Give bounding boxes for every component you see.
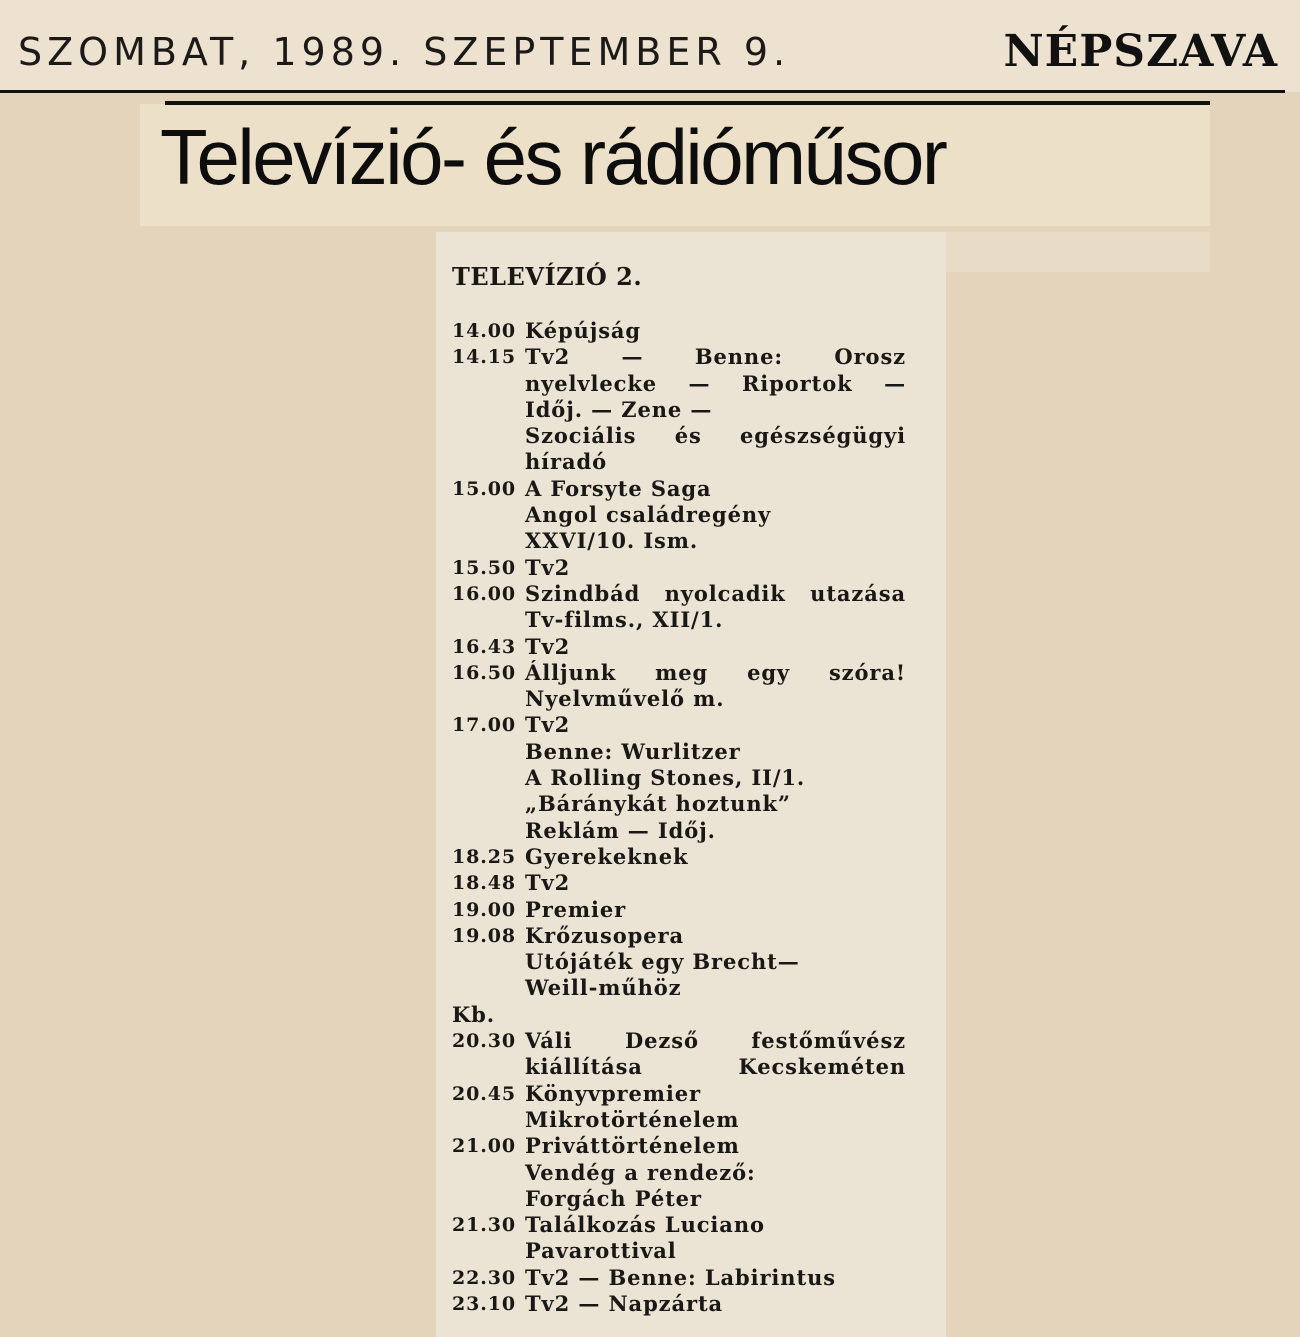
programme-entry <box>452 1028 944 1081</box>
programme-time: 22.30 <box>452 1266 516 1289</box>
programme-line: Premier <box>525 896 627 922</box>
programme-entry <box>452 318 944 344</box>
programme-entry <box>452 1212 944 1265</box>
programme-line: Angol családregény <box>525 502 772 528</box>
programme-time: 18.25 <box>452 845 516 868</box>
programme-line: Tv2 <box>525 633 571 659</box>
programme-line: Találkozás Luciano <box>525 1212 765 1238</box>
programme-time: 15.50 <box>452 556 516 579</box>
programme-time: 14.00 <box>452 320 516 342</box>
programme-time: 20.30 <box>452 1030 516 1053</box>
programme-time: 19.00 <box>452 898 516 921</box>
programme-line: Krőzusopera <box>525 922 684 948</box>
title-rule <box>165 101 1210 105</box>
programme-entry <box>452 581 944 634</box>
programme-line: Tv2 — Benne: Orosz <box>525 344 906 370</box>
programme-list <box>452 318 944 1317</box>
programme-time: 14.15 <box>452 346 516 369</box>
programme-line: Mikrotörténelem <box>525 1106 740 1132</box>
programme-time: 15.00 <box>452 477 516 500</box>
programme-line: Benne: Wurlitzer <box>525 738 741 764</box>
programme-time: 21.30 <box>452 1214 516 1237</box>
programme-entry <box>452 660 944 713</box>
programme-line: Álljunk meg egy szóra! <box>525 659 906 685</box>
programme-line: Weill-műhöz <box>525 975 682 1001</box>
page-title: Televízió- és rádióműsor <box>160 113 946 201</box>
programme-time: 21.00 <box>452 1135 516 1158</box>
programme-line: Tv-films., XII/1. <box>525 607 724 633</box>
programme-entry <box>452 844 944 870</box>
programme-line: Tv2 <box>525 712 571 738</box>
programme-entry <box>452 870 944 896</box>
programme-line: Reklám — Időj. <box>525 817 716 843</box>
programme-entry <box>452 555 944 581</box>
programme-line: Gyerekeknek <box>525 843 689 869</box>
channel-heading: TELEVÍZIÓ 2. <box>452 262 643 291</box>
programme-line: Nyelvművelő m. <box>525 686 725 712</box>
programme-line: Időj. — Zene — <box>525 396 713 422</box>
programme-line: Priváttörténelem <box>525 1133 740 1159</box>
programme-line: A Forsyte Saga <box>525 475 712 501</box>
masthead-rule <box>0 90 1285 93</box>
programme-line: Tv2 <box>525 870 571 896</box>
programme-time: 16.43 <box>452 635 516 658</box>
programme-line: Utójáték egy Brecht— <box>525 949 800 975</box>
programme-line: A Rolling Stones, II/1. <box>525 765 806 791</box>
programme-entry <box>452 1133 944 1212</box>
programme-entry <box>452 344 944 475</box>
programme-entry <box>452 923 944 1002</box>
programme-line: Tv2 — Napzárta <box>525 1290 724 1316</box>
programme-line: „Báránykát hoztunk” <box>525 791 791 817</box>
programme-line: Szociális és egészségügyi <box>525 423 906 449</box>
programme-line: Kb. <box>452 1001 495 1027</box>
programme-line: nyelvlecke — Riportok — <box>525 370 906 396</box>
newspaper-name: NÉPSZAVA <box>1003 26 1278 77</box>
programme-time: 23.10 <box>452 1292 516 1315</box>
programme-line: Pavarottival <box>525 1238 677 1264</box>
programme-line: kiállítása Kecskeméten <box>525 1054 906 1080</box>
adjacent-column-edge <box>946 232 1210 272</box>
programme-time: 16.50 <box>452 661 516 684</box>
programme-line: Tv2 <box>525 554 571 580</box>
programme-line: Váli Dezső festőművész <box>525 1028 906 1054</box>
programme-time: 16.00 <box>452 582 516 605</box>
programme-line: Képújság <box>525 318 642 343</box>
programme-entry <box>452 634 944 660</box>
programme-entry <box>452 1265 944 1291</box>
programme-entry <box>452 897 944 923</box>
programme-entry <box>452 1291 944 1317</box>
programme-time: 17.00 <box>452 714 516 737</box>
programme-line: XXVI/10. Ism. <box>525 528 699 554</box>
programme-line: híradó <box>525 449 608 475</box>
programme-line: Vendég a rendező: <box>525 1159 756 1185</box>
masthead <box>0 0 1300 92</box>
programme-entry <box>452 1002 944 1028</box>
programme-line: Szindbád nyolcadik utazása <box>525 580 906 606</box>
programme-time: 18.48 <box>452 872 516 895</box>
programme-time: 19.08 <box>452 924 516 947</box>
programme-entry <box>452 476 944 555</box>
programme-time: 20.45 <box>452 1082 516 1105</box>
programme-entry <box>452 1081 944 1134</box>
programme-entry <box>452 712 944 843</box>
programme-line: Könyvpremier <box>525 1080 702 1106</box>
programme-line: Forgách Péter <box>525 1185 702 1211</box>
programme-line: Tv2 — Benne: Labirintus <box>525 1264 836 1290</box>
issue-date: SZOMBAT, 1989. SZEPTEMBER 9. <box>18 30 791 74</box>
